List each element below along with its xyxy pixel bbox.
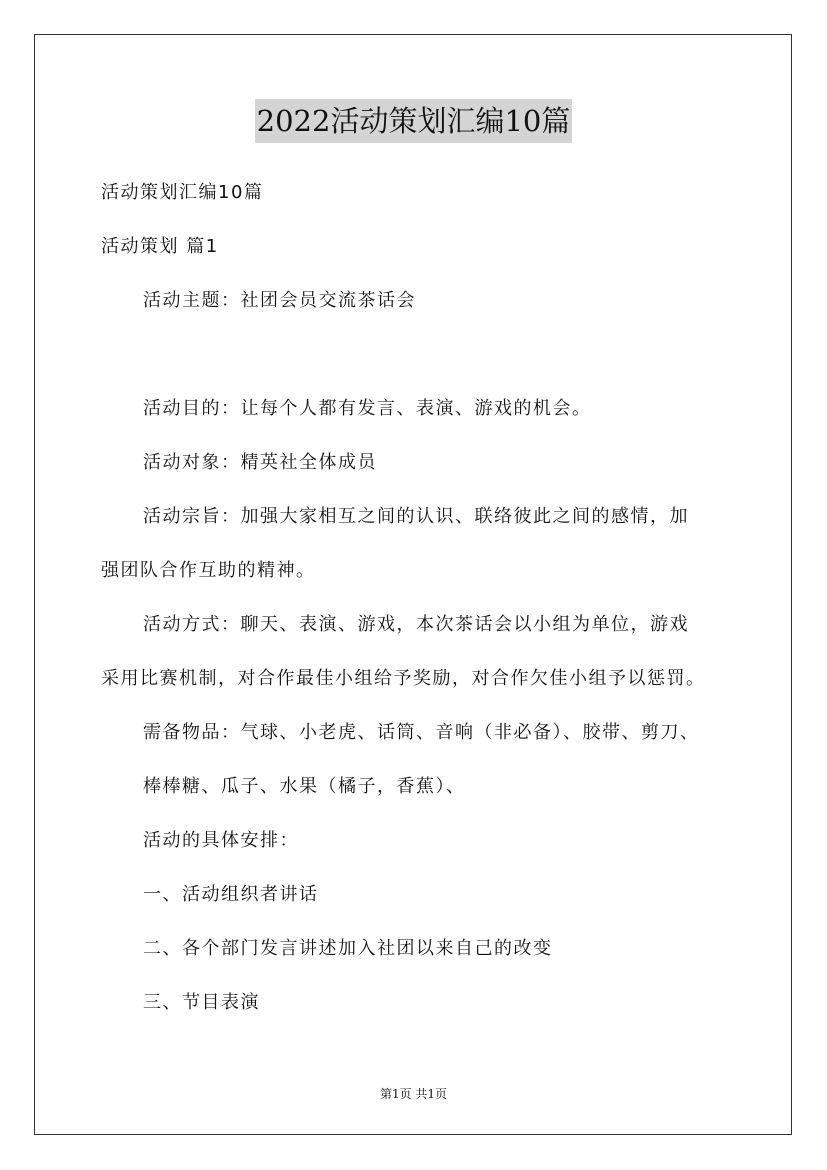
document-title: 2022活动策划汇编10篇 — [255, 99, 573, 143]
paragraph-line: 活动对象：精英社全体成员 — [143, 452, 377, 473]
page-footer: 第1页 共1页 — [379, 1087, 448, 1101]
paragraph-line: 需备物品：气球、小老虎、话筒、音响（非必备）、胶带、剪刀、 — [143, 722, 700, 743]
document-subtitle: 活动策划汇编10篇 — [101, 182, 264, 203]
paragraph-line: 强团队合作互助的精神。 — [101, 560, 316, 581]
list-item: 二、各个部门发言讲述加入社团以来自己的改变 — [143, 938, 553, 959]
list-item: 三、节目表演 — [143, 992, 260, 1013]
paragraph-line: 棒棒糖、瓜子、水果（橘子，香蕉）、 — [143, 776, 466, 797]
paragraph-line: 活动的具体安排： — [143, 830, 299, 851]
section-heading: 活动策划 篇1 — [101, 236, 219, 257]
paragraph-line: 活动宗旨：加强大家相互之间的认识、联络彼此之间的感情，加 — [143, 506, 689, 527]
paragraph-line: 活动方式：聊天、表演、游戏，本次茶话会以小组为单位，游戏 — [143, 614, 689, 635]
paragraph-line: 活动目的：让每个人都有发言、表演、游戏的机会。 — [143, 398, 592, 419]
paragraph-line: 采用比赛机制，对合作最佳小组给予奖励，对合作欠佳小组予以惩罚。 — [101, 668, 706, 689]
title-container — [0, 99, 827, 143]
list-item: 一、活动组织者讲话 — [143, 884, 319, 905]
paragraph-line: 活动主题：社团会员交流茶话会 — [143, 290, 416, 311]
